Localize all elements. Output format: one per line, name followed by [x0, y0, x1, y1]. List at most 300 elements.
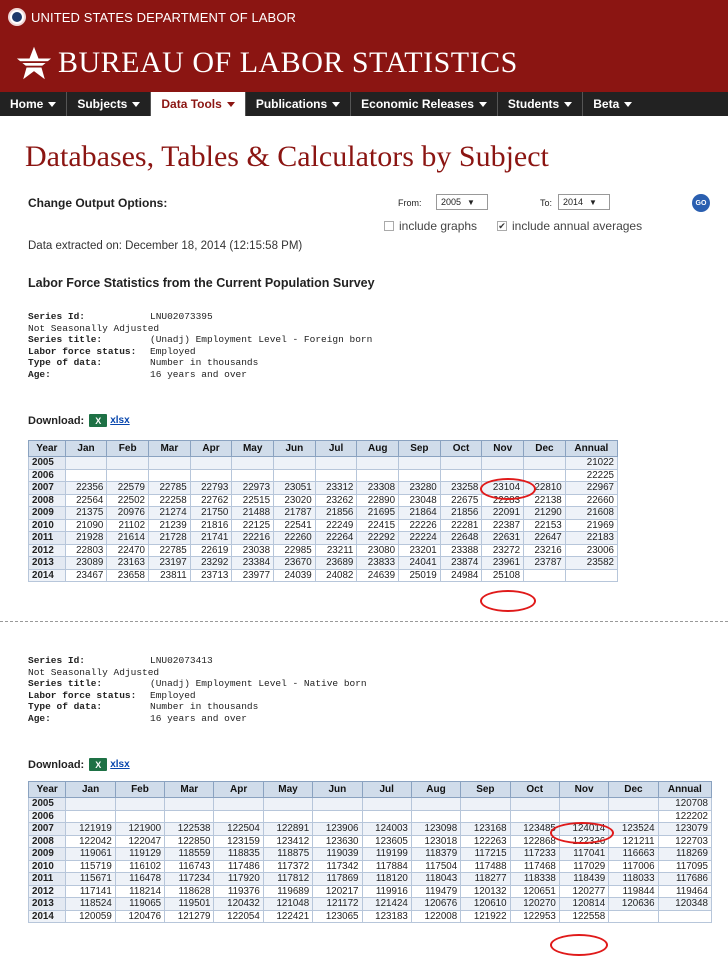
- value-cell: 21856: [315, 507, 357, 520]
- column-header: Jan: [65, 441, 107, 457]
- download-label: Download:: [28, 758, 85, 771]
- nav-label: Home: [10, 97, 44, 111]
- from-year-value: 2005: [441, 197, 462, 207]
- value-cell: 123524: [609, 823, 658, 836]
- table-row: [29, 544, 618, 557]
- value-cell: 23292: [190, 557, 232, 570]
- table-header-row: [29, 782, 712, 798]
- dol-banner[interactable]: [0, 0, 728, 34]
- value-cell: 23104: [482, 482, 524, 495]
- column-header: Jan: [66, 782, 115, 798]
- value-cell: 22967: [565, 482, 617, 495]
- nav-data-tools[interactable]: [151, 92, 245, 116]
- table-row: [29, 910, 712, 923]
- value-cell: [263, 798, 312, 811]
- value-cell: 22387: [482, 519, 524, 532]
- meta-key: Series title:: [28, 678, 103, 690]
- value-cell: 22810: [524, 482, 566, 495]
- value-cell: 117504: [411, 860, 460, 873]
- column-header: Jul: [362, 782, 411, 798]
- value-cell: 23080: [357, 544, 399, 557]
- table-row: [29, 569, 618, 582]
- value-cell: [315, 457, 357, 470]
- value-cell: 22153: [524, 519, 566, 532]
- value-cell: 25019: [399, 569, 441, 582]
- value-cell: [609, 910, 658, 923]
- nav-students[interactable]: [498, 92, 583, 116]
- value-cell: [357, 457, 399, 470]
- value-cell: 21375: [65, 507, 107, 520]
- meta-value: (Unadj) Employment Level - Foreign born: [150, 334, 373, 346]
- value-cell: 22803: [65, 544, 107, 557]
- meta-value: LNU02073413: [150, 655, 213, 666]
- value-cell: 118524: [66, 898, 115, 911]
- chevron-down-icon: [479, 102, 487, 107]
- value-cell: 118269: [658, 848, 711, 861]
- value-cell: 122891: [263, 823, 312, 836]
- nav-publications[interactable]: [246, 92, 351, 116]
- column-header: Apr: [190, 441, 232, 457]
- value-cell: 23197: [149, 557, 191, 570]
- value-cell: [66, 798, 115, 811]
- bls-banner[interactable]: [0, 34, 728, 92]
- value-cell: 21969: [565, 519, 617, 532]
- value-cell: 123168: [461, 823, 510, 836]
- include-annual-checkbox[interactable]: [497, 219, 642, 233]
- value-cell: 118835: [214, 848, 263, 861]
- year-cell: 2012: [29, 885, 66, 898]
- value-cell: 122421: [263, 910, 312, 923]
- value-cell: 23211: [315, 544, 357, 557]
- year-cell: 2005: [29, 798, 66, 811]
- value-cell: 122008: [411, 910, 460, 923]
- dol-seal-icon: [8, 8, 26, 26]
- extraction-timestamp: Data extracted on: December 18, 2014 (12:15:58 PM): [28, 240, 303, 252]
- value-cell: 24039: [274, 569, 316, 582]
- year-cell: 2006: [29, 469, 66, 482]
- value-cell: 117041: [559, 848, 608, 861]
- value-cell: [440, 469, 482, 482]
- table-row: [29, 457, 618, 470]
- year-cell: 2012: [29, 544, 66, 557]
- nav-subjects[interactable]: [67, 92, 151, 116]
- value-cell: 22762: [190, 494, 232, 507]
- value-cell: 23048: [399, 494, 441, 507]
- table-header-row: [29, 441, 618, 457]
- value-cell: [411, 798, 460, 811]
- value-cell: [559, 798, 608, 811]
- value-cell: 22224: [399, 532, 441, 545]
- column-header: Apr: [214, 782, 263, 798]
- meta-value: Number in thousands: [150, 701, 259, 713]
- value-cell: 117488: [461, 860, 510, 873]
- value-cell: [232, 469, 274, 482]
- table-row: [29, 848, 712, 861]
- main-nav: [0, 92, 728, 116]
- table-row: [29, 873, 712, 886]
- dropdown-arrow-icon: ▼: [589, 197, 597, 207]
- value-cell: [65, 457, 107, 470]
- bls-title: BUREAU OF LABOR STATISTICS: [58, 46, 518, 79]
- value-cell: 22985: [274, 544, 316, 557]
- value-cell: 120708: [658, 798, 711, 811]
- value-cell: 115671: [66, 873, 115, 886]
- value-cell: 22785: [149, 544, 191, 557]
- value-cell: 119464: [658, 885, 711, 898]
- value-cell: 20976: [107, 507, 149, 520]
- value-cell: 24041: [399, 557, 441, 570]
- value-cell: [165, 798, 214, 811]
- value-cell: 118379: [411, 848, 460, 861]
- excel-icon[interactable]: X: [89, 758, 107, 771]
- survey-title: Labor Force Statistics from the Current Population Survey: [28, 276, 375, 290]
- value-cell: 120476: [115, 910, 164, 923]
- dol-title: UNITED STATES DEPARTMENT OF LABOR: [31, 9, 297, 25]
- value-cell: 117686: [658, 873, 711, 886]
- value-cell: 21741: [190, 532, 232, 545]
- value-cell: [65, 469, 107, 482]
- section-divider: [0, 621, 728, 622]
- dropdown-arrow-icon: ▼: [467, 197, 475, 207]
- value-cell: 123906: [313, 823, 362, 836]
- value-cell: 118043: [411, 873, 460, 886]
- value-cell: [115, 798, 164, 811]
- table-row: [29, 860, 712, 873]
- year-cell: 2011: [29, 873, 66, 886]
- value-cell: 21728: [149, 532, 191, 545]
- table-row: [29, 532, 618, 545]
- value-cell: 23038: [232, 544, 274, 557]
- column-header: Aug: [357, 441, 399, 457]
- meta-key: Labor force status:: [28, 689, 137, 701]
- from-year-select[interactable]: [436, 194, 488, 210]
- xlsx-download-link[interactable]: xlsx: [110, 415, 130, 426]
- value-cell: 118439: [559, 873, 608, 886]
- value-cell: 23670: [274, 557, 316, 570]
- value-cell: 21239: [149, 519, 191, 532]
- value-cell: 117095: [658, 860, 711, 873]
- meta-key: Not Seasonally Adjusted: [28, 666, 160, 678]
- value-cell: 122047: [115, 835, 164, 848]
- value-cell: 23216: [524, 544, 566, 557]
- value-cell: 24639: [357, 569, 399, 582]
- value-cell: 123183: [362, 910, 411, 923]
- data-table-1: [28, 440, 618, 582]
- value-cell: [313, 798, 362, 811]
- value-cell: [510, 798, 559, 811]
- column-header: Feb: [115, 782, 164, 798]
- checkbox-checked-icon: ✔: [498, 221, 506, 231]
- value-cell: 23874: [440, 557, 482, 570]
- value-cell: 21787: [274, 507, 316, 520]
- value-cell: 22890: [357, 494, 399, 507]
- value-cell: 21864: [399, 507, 441, 520]
- value-cell: 119844: [609, 885, 658, 898]
- value-cell: 120636: [609, 898, 658, 911]
- value-cell: 117342: [313, 860, 362, 873]
- value-cell: 119199: [362, 848, 411, 861]
- value-cell: [609, 810, 658, 823]
- year-cell: 2009: [29, 848, 66, 861]
- value-cell: 118120: [362, 873, 411, 886]
- value-cell: 119129: [115, 848, 164, 861]
- value-cell: 117372: [263, 860, 312, 873]
- value-cell: 121919: [66, 823, 115, 836]
- value-cell: 21695: [357, 507, 399, 520]
- value-cell: 119065: [115, 898, 164, 911]
- nav-economic-releases[interactable]: [351, 92, 498, 116]
- to-year-value: 2014: [563, 197, 584, 207]
- nav-home[interactable]: [0, 92, 67, 116]
- value-cell: 23658: [107, 569, 149, 582]
- value-cell: 117141: [66, 885, 115, 898]
- value-cell: 23713: [190, 569, 232, 582]
- column-header: Nov: [559, 782, 608, 798]
- column-header: Sep: [461, 782, 510, 798]
- to-year-select[interactable]: [558, 194, 610, 210]
- value-cell: 121211: [609, 835, 658, 848]
- year-cell: 2011: [29, 532, 66, 545]
- value-cell: 122538: [165, 823, 214, 836]
- value-cell: 22660: [565, 494, 617, 507]
- value-cell: 118628: [165, 885, 214, 898]
- value-cell: 23388: [440, 544, 482, 557]
- download-label: Download:: [28, 414, 85, 427]
- value-cell: 117869: [313, 873, 362, 886]
- series-meta-1: [28, 311, 372, 381]
- meta-value: 16 years and over: [150, 712, 247, 724]
- value-cell: 22356: [65, 482, 107, 495]
- table-row: [29, 898, 712, 911]
- value-cell: 21614: [107, 532, 149, 545]
- year-cell: 2009: [29, 507, 66, 520]
- value-cell: 22973: [232, 482, 274, 495]
- value-cell: 22675: [440, 494, 482, 507]
- column-header: Jun: [274, 441, 316, 457]
- chevron-down-icon: [332, 102, 340, 107]
- meta-key: Not Seasonally Adjusted: [28, 322, 160, 334]
- meta-key: Age:: [28, 712, 51, 724]
- meta-value: 16 years and over: [150, 368, 247, 380]
- value-cell: 119501: [165, 898, 214, 911]
- value-cell: 121048: [263, 898, 312, 911]
- value-cell: 123079: [658, 823, 711, 836]
- value-cell: 22631: [482, 532, 524, 545]
- column-header: Annual: [565, 441, 617, 457]
- value-cell: 22091: [482, 507, 524, 520]
- value-cell: 23051: [274, 482, 316, 495]
- column-header: Year: [29, 782, 66, 798]
- year-cell: 2014: [29, 910, 66, 923]
- column-header: Mar: [165, 782, 214, 798]
- value-cell: 21274: [149, 507, 191, 520]
- value-cell: [232, 457, 274, 470]
- value-cell: 23262: [315, 494, 357, 507]
- column-header: Jul: [315, 441, 357, 457]
- excel-icon[interactable]: X: [89, 414, 107, 427]
- value-cell: 22564: [65, 494, 107, 507]
- year-cell: 2010: [29, 860, 66, 873]
- nav-label: Publications: [255, 97, 328, 111]
- value-cell: 122504: [214, 823, 263, 836]
- year-cell: 2013: [29, 557, 66, 570]
- value-cell: [190, 457, 232, 470]
- value-cell: 122054: [214, 910, 263, 923]
- nav-label: Students: [507, 97, 560, 111]
- nav-label: Economic Releases: [361, 97, 474, 111]
- value-cell: [313, 810, 362, 823]
- year-cell: 2005: [29, 457, 66, 470]
- value-cell: 122263: [461, 835, 510, 848]
- value-cell: 123605: [362, 835, 411, 848]
- xlsx-download-link[interactable]: xlsx: [110, 759, 130, 770]
- value-cell: 121424: [362, 898, 411, 911]
- value-cell: 120270: [510, 898, 559, 911]
- value-cell: 119039: [313, 848, 362, 861]
- column-header: Jun: [313, 782, 362, 798]
- value-cell: 124014: [559, 823, 608, 836]
- value-cell: [149, 469, 191, 482]
- value-cell: 122042: [66, 835, 115, 848]
- value-cell: [107, 469, 149, 482]
- table-row: [29, 507, 618, 520]
- year-cell: 2014: [29, 569, 66, 582]
- value-cell: 22260: [274, 532, 316, 545]
- value-cell: 120059: [66, 910, 115, 923]
- value-cell: 116102: [115, 860, 164, 873]
- value-cell: 118214: [115, 885, 164, 898]
- meta-key: Labor force status:: [28, 345, 137, 357]
- value-cell: 22648: [440, 532, 482, 545]
- meta-key: Type of data:: [28, 701, 103, 713]
- value-cell: 121279: [165, 910, 214, 923]
- column-header: Oct: [510, 782, 559, 798]
- value-cell: 123098: [411, 823, 460, 836]
- column-header: Mar: [149, 441, 191, 457]
- value-cell: 120651: [510, 885, 559, 898]
- table-row: [29, 557, 618, 570]
- value-cell: 22249: [315, 519, 357, 532]
- nav-label: Subjects: [77, 97, 128, 111]
- value-cell: [315, 469, 357, 482]
- value-cell: 23258: [440, 482, 482, 495]
- value-cell: 117215: [461, 848, 510, 861]
- highlight-circle: [550, 822, 614, 844]
- value-cell: 117029: [559, 860, 608, 873]
- value-cell: [214, 810, 263, 823]
- value-cell: [357, 469, 399, 482]
- value-cell: [658, 910, 711, 923]
- year-cell: 2010: [29, 519, 66, 532]
- chevron-down-icon: [564, 102, 572, 107]
- value-cell: [274, 457, 316, 470]
- data-table-2: [28, 781, 712, 923]
- value-cell: 116743: [165, 860, 214, 873]
- value-cell: 117486: [214, 860, 263, 873]
- value-cell: 23020: [274, 494, 316, 507]
- value-cell: 23006: [565, 544, 617, 557]
- value-cell: 124003: [362, 823, 411, 836]
- value-cell: [461, 798, 510, 811]
- column-header: Year: [29, 441, 66, 457]
- value-cell: 21750: [190, 507, 232, 520]
- year-cell: 2008: [29, 494, 66, 507]
- include-graphs-checkbox[interactable]: [384, 219, 477, 233]
- value-cell: 24984: [440, 569, 482, 582]
- value-cell: 123018: [411, 835, 460, 848]
- value-cell: [149, 457, 191, 470]
- value-cell: 117233: [510, 848, 559, 861]
- value-cell: 21102: [107, 519, 149, 532]
- include-annual-label: include annual averages: [512, 219, 643, 233]
- value-cell: 115719: [66, 860, 115, 873]
- chevron-down-icon: [132, 102, 140, 107]
- column-header: Feb: [107, 441, 149, 457]
- value-cell: [411, 810, 460, 823]
- value-cell: 23308: [357, 482, 399, 495]
- value-cell: 22647: [524, 532, 566, 545]
- value-cell: [524, 469, 566, 482]
- value-cell: 22281: [440, 519, 482, 532]
- value-cell: 123159: [214, 835, 263, 848]
- column-header: Dec: [524, 441, 566, 457]
- to-label: To:: [540, 198, 553, 208]
- value-cell: 117006: [609, 860, 658, 873]
- meta-key: Type of data:: [28, 357, 103, 369]
- value-cell: 22793: [190, 482, 232, 495]
- value-cell: 21816: [190, 519, 232, 532]
- value-cell: 120610: [461, 898, 510, 911]
- value-cell: 119689: [263, 885, 312, 898]
- nav-beta[interactable]: [583, 92, 642, 116]
- meta-key: Series Id:: [28, 655, 86, 666]
- value-cell: [440, 457, 482, 470]
- value-cell: 122202: [658, 810, 711, 823]
- meta-value: Employed: [150, 689, 196, 701]
- column-header: Oct: [440, 441, 482, 457]
- highlight-circle: [480, 478, 536, 500]
- value-cell: 23811: [149, 569, 191, 582]
- value-cell: 24082: [315, 569, 357, 582]
- value-cell: 22225: [565, 469, 617, 482]
- value-cell: [559, 810, 608, 823]
- value-cell: 23689: [315, 557, 357, 570]
- table-row: [29, 885, 712, 898]
- value-cell: [66, 810, 115, 823]
- go-button[interactable]: GO: [692, 194, 710, 212]
- value-cell: 21928: [65, 532, 107, 545]
- download-row-2: [28, 758, 130, 771]
- value-cell: [115, 810, 164, 823]
- value-cell: 22470: [107, 544, 149, 557]
- meta-value: (Unadj) Employment Level - Native born: [150, 678, 367, 690]
- value-cell: 120277: [559, 885, 608, 898]
- chevron-down-icon: [227, 102, 235, 107]
- column-header: Sep: [399, 441, 441, 457]
- value-cell: 22619: [190, 544, 232, 557]
- value-cell: 23961: [482, 557, 524, 570]
- value-cell: 122703: [658, 835, 711, 848]
- value-cell: 23163: [107, 557, 149, 570]
- value-cell: 23582: [565, 557, 617, 570]
- value-cell: 23089: [65, 557, 107, 570]
- value-cell: 21290: [524, 507, 566, 520]
- value-cell: 116663: [609, 848, 658, 861]
- value-cell: 23787: [524, 557, 566, 570]
- table-row: [29, 469, 618, 482]
- value-cell: 22264: [315, 532, 357, 545]
- value-cell: 122326: [559, 835, 608, 848]
